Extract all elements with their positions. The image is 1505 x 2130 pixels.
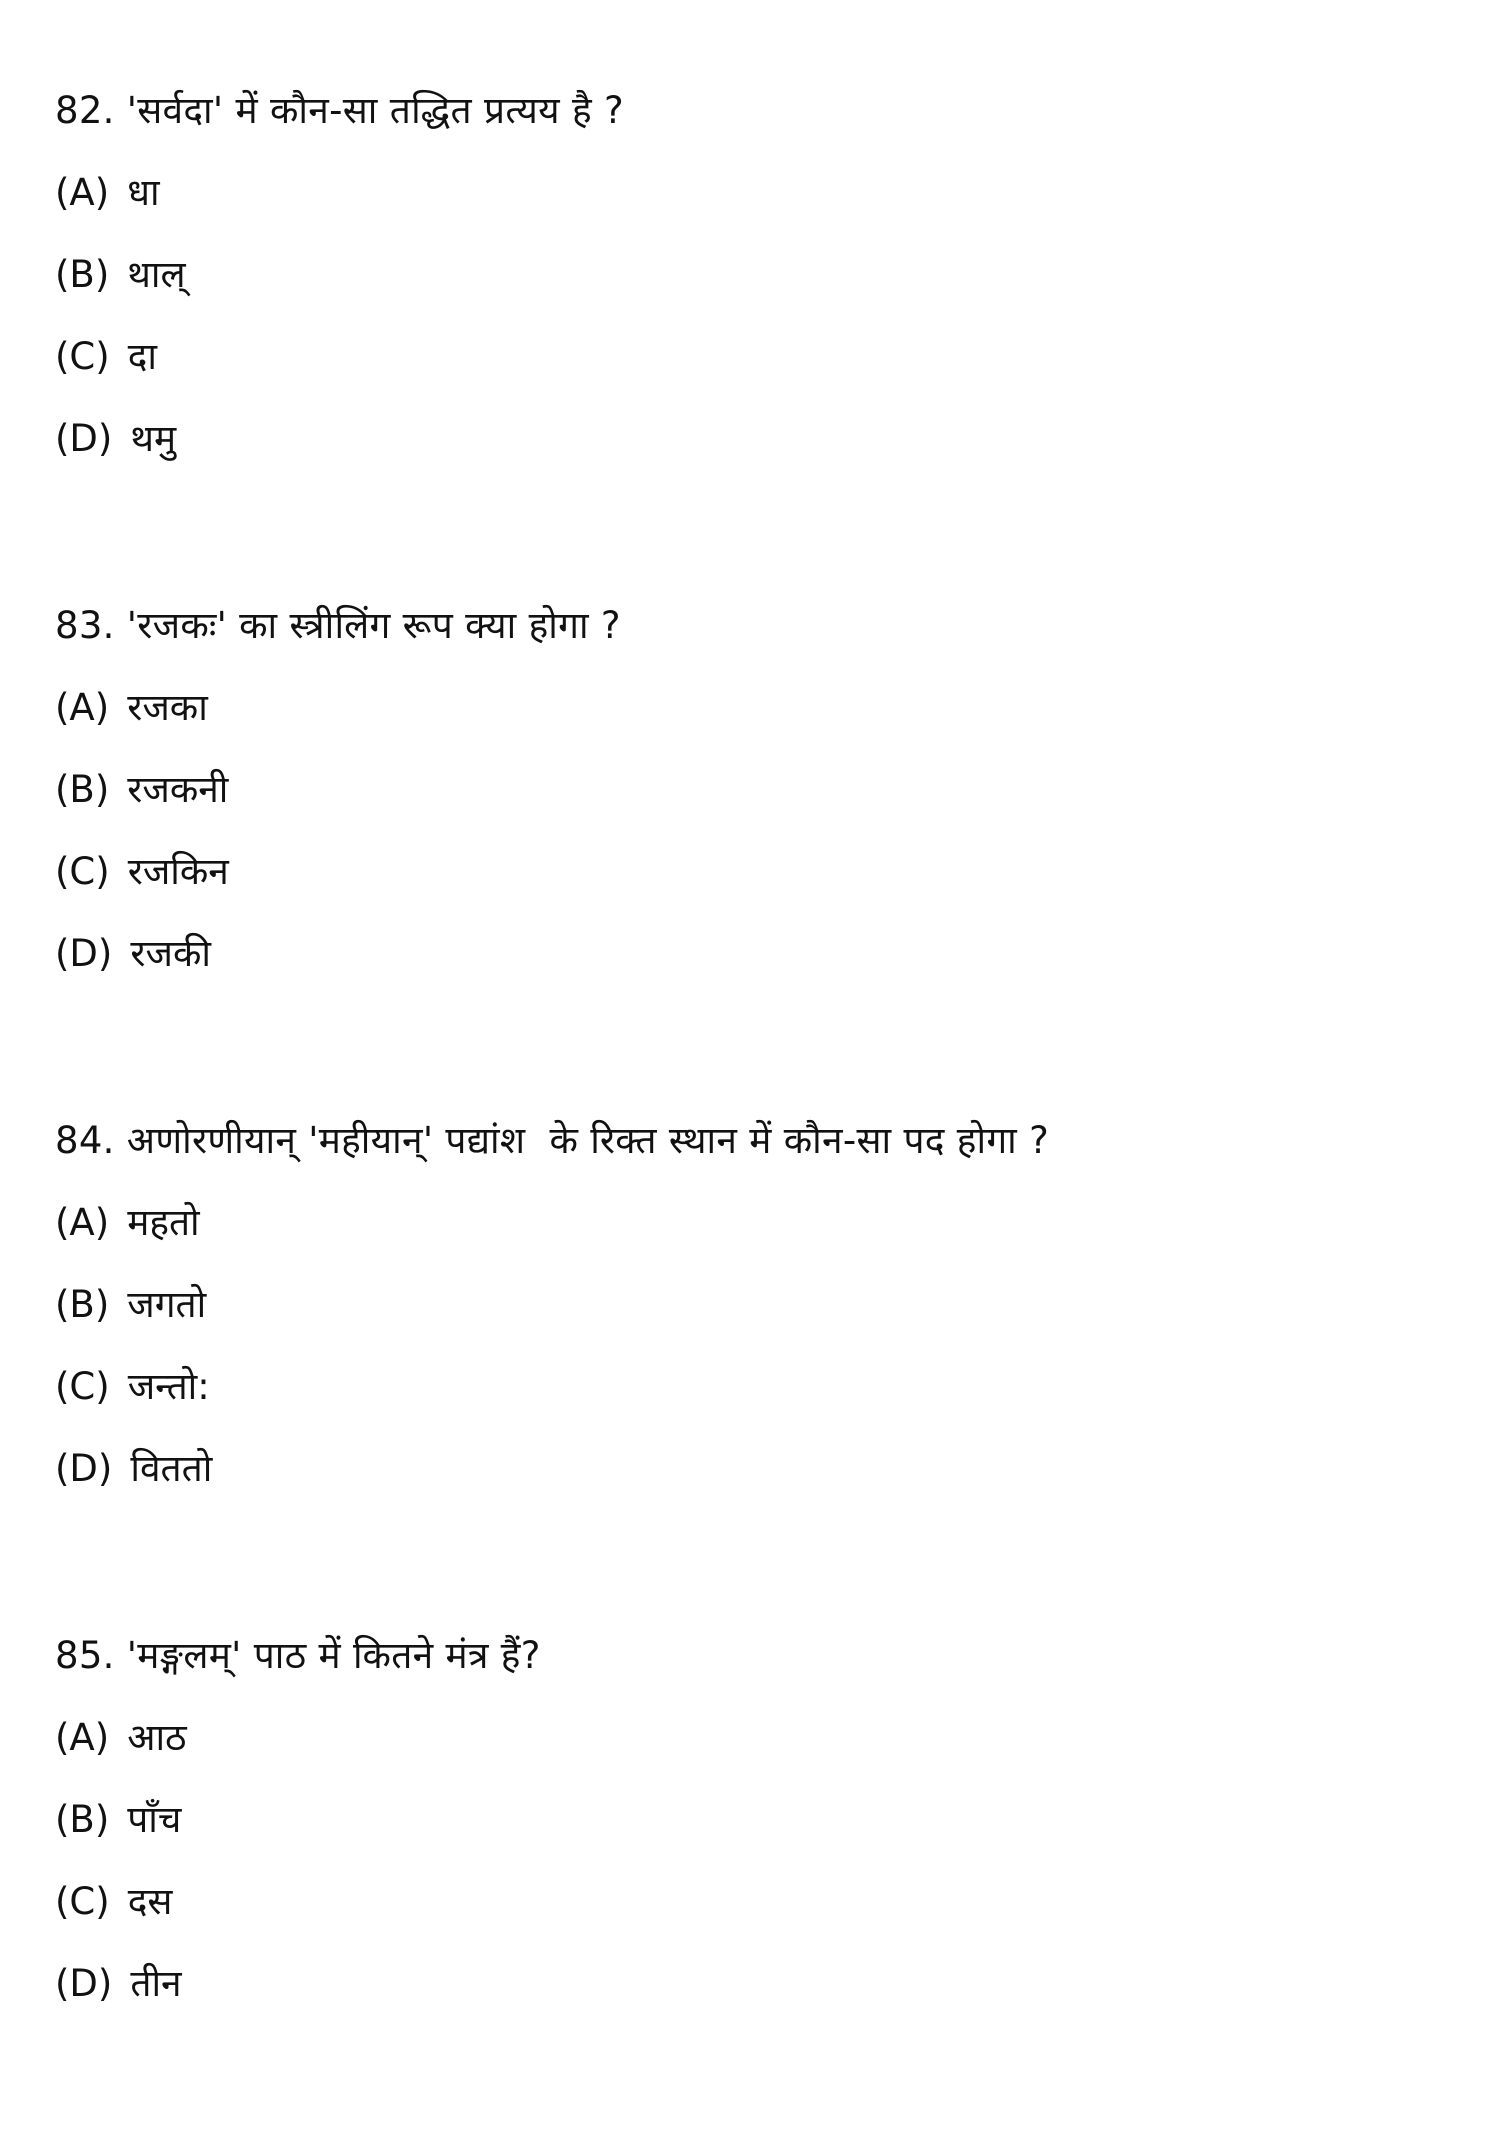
option-label: (D) — [55, 1447, 113, 1490]
question-text: 'सर्वदा' में कौन-सा तद्धित प्रत्यय है ? — [126, 89, 624, 132]
question-number: 82. — [55, 89, 115, 132]
option-label: (B) — [55, 1798, 110, 1841]
option-text: जन्तो: — [127, 1365, 210, 1408]
question-stem — [55, 585, 1455, 667]
question-stem — [55, 70, 1455, 152]
option-label: (C) — [55, 335, 110, 378]
option-label: (C) — [55, 850, 110, 893]
option-b — [55, 234, 1455, 316]
option-b — [55, 1779, 1455, 1861]
question-number: 84. — [55, 1119, 115, 1162]
option-b — [55, 1264, 1455, 1346]
option-a — [55, 667, 1455, 749]
option-label: (A) — [55, 686, 110, 729]
question-stem — [55, 1615, 1455, 1697]
option-d — [55, 1428, 1455, 1510]
option-c — [55, 1861, 1455, 1943]
option-text: आठ — [127, 1716, 187, 1759]
option-text: थाल् — [127, 253, 186, 296]
question-page — [55, 70, 1455, 2130]
option-label: (B) — [55, 768, 110, 811]
option-label: (A) — [55, 1716, 110, 1759]
question-84 — [55, 1100, 1455, 1510]
option-label: (B) — [55, 253, 110, 296]
option-a — [55, 1697, 1455, 1779]
question-85 — [55, 1615, 1455, 2025]
question-number: 85. — [55, 1634, 115, 1677]
option-c — [55, 316, 1455, 398]
question-stem — [55, 1100, 1455, 1182]
option-text: रजकनी — [127, 768, 229, 811]
option-text: धा — [127, 171, 160, 214]
option-d — [55, 1943, 1455, 2025]
option-label: (C) — [55, 1365, 110, 1408]
option-text: जगतो — [127, 1283, 207, 1326]
option-c — [55, 831, 1455, 913]
question-text: 'मङ्गलम्' पाठ में कितने मंत्र हैं? — [126, 1634, 541, 1677]
option-c — [55, 1346, 1455, 1428]
option-text: महतो — [127, 1201, 200, 1244]
option-d — [55, 398, 1455, 480]
question-82 — [55, 70, 1455, 480]
option-label: (A) — [55, 171, 110, 214]
option-b — [55, 749, 1455, 831]
option-label: (B) — [55, 1283, 110, 1326]
option-text: दस — [127, 1880, 173, 1923]
option-text: रजकी — [130, 932, 211, 975]
option-text: तीन — [130, 1962, 182, 2005]
option-label: (D) — [55, 932, 113, 975]
option-a — [55, 1182, 1455, 1264]
option-label: (A) — [55, 1201, 110, 1244]
question-83 — [55, 585, 1455, 995]
option-label: (C) — [55, 1880, 110, 1923]
option-text: थमु — [130, 417, 177, 460]
option-a — [55, 152, 1455, 234]
option-text: रजकिन — [127, 850, 229, 893]
option-text: विततो — [130, 1447, 213, 1490]
option-text: रजका — [127, 686, 208, 729]
option-label: (D) — [55, 1962, 113, 2005]
option-d — [55, 913, 1455, 995]
question-number: 83. — [55, 604, 115, 647]
option-label: (D) — [55, 417, 113, 460]
option-text: दा — [127, 335, 157, 378]
question-text: अणोरणीयान् 'महीयान्' पद्यांश के रिक्त स्थान में कौन-सा पद होगा ? — [126, 1119, 1050, 1162]
option-text: पाँच — [127, 1798, 182, 1841]
question-text: 'रजकः' का स्त्रीलिंग रूप क्या होगा ? — [126, 604, 621, 647]
